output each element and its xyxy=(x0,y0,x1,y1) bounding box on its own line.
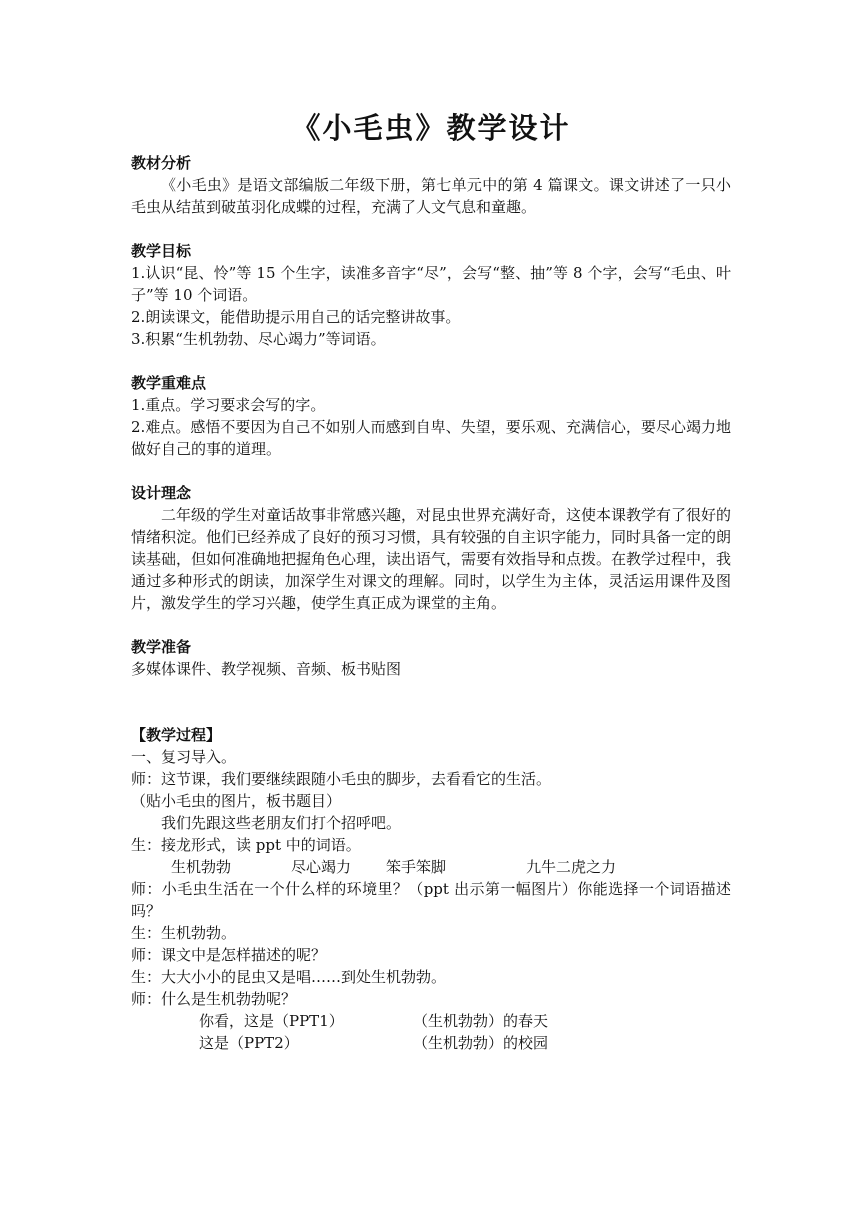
example-row xyxy=(131,1010,731,1032)
example-right: （生机勃勃）的春天 xyxy=(413,1012,549,1030)
process-line: 生：大大小小的昆虫又是唱……到处生机勃勃。 xyxy=(131,968,447,986)
list-item: 3.积累“生机勃勃、尽心竭力”等词语。 xyxy=(131,330,386,348)
word-item: 九牛二虎之力 xyxy=(526,858,617,876)
word-item: 尽心竭力 xyxy=(291,858,352,876)
section-heading: 教学目标 xyxy=(131,242,192,260)
document-title: 《小毛虫》教学设计 xyxy=(291,111,571,145)
process-line: 我们先跟这些老朋友们打个招呼吧。 xyxy=(161,814,402,832)
process-line: 师：小毛虫生活在一个什么样的环境里？（ppt 出示第一幅图片）你能选择一个词语描述吗？ xyxy=(131,880,731,920)
process-line: （贴小毛虫的图片，板书题目） xyxy=(131,792,342,810)
paragraph: 《小毛虫》是语文部编版二年级下册，第七单元中的第 4 篇课文。课文讲述了一只小毛虫从结茧到破茧羽化成蝶的过程，充满了人文气息和童趣。 xyxy=(131,176,731,216)
example-row xyxy=(131,1032,731,1054)
section-heading: 【教学过程】 xyxy=(131,726,222,744)
example-right: （生机勃勃）的校园 xyxy=(413,1034,549,1052)
word-item: 笨手笨脚 xyxy=(386,858,447,876)
process-line: 生：生机勃勃。 xyxy=(131,924,237,942)
word-row xyxy=(131,856,731,878)
section-heading: 教材分析 xyxy=(131,154,192,172)
list-item: 1.认识“昆、怜”等 15 个生字，读准多音字“尽”，会写“整、抽”等 8 个字，会写“毛虫、叶子”等 10 个词语。 xyxy=(131,264,731,304)
document-page xyxy=(131,110,731,1054)
section-heading: 教学重难点 xyxy=(131,374,207,392)
process-line: 师：什么是生机勃勃呢？ xyxy=(131,990,297,1008)
example-left: 这是（PPT2） xyxy=(199,1034,299,1052)
section-heading: 教学准备 xyxy=(131,638,192,656)
example-left: 你看，这是（PPT1） xyxy=(199,1012,344,1030)
process-line: 师：课文中是怎样描述的呢？ xyxy=(131,946,327,964)
list-item: 1.重点。学习要求会写的字。 xyxy=(131,396,326,414)
process-line: 生：接龙形式，读 ppt 中的词语。 xyxy=(131,836,361,854)
paragraph: 二年级的学生对童话故事非常感兴趣，对昆虫世界充满好奇，这使本课教学有了很好的情绪积淀。他们已经养成了良好的预习习惯，具有较强的自主识字能力，同时具备一定的朗读基础，但如何准确地把握角色心理，读出语气，需要有效指导和点拨。在教学过程中，我通过多种形式的朗读，加深学生对课文的理解。同时，以学生为主体，灵活运用课件及图片，激发学生的学习兴趣，使学生真正成为课堂的主角。 xyxy=(131,506,732,612)
process-line: 师：这节课，我们要继续跟随小毛虫的脚步，去看看它的生活。 xyxy=(131,770,552,788)
list-item: 2.难点。感悟不要因为自己不如别人而感到自卑、失望，要乐观、充满信心，要尽心竭力地做好自己的事的道理。 xyxy=(131,418,731,458)
process-line: 一、复习导入。 xyxy=(131,748,237,766)
section-heading: 设计理念 xyxy=(131,484,192,502)
list-item: 2.朗读课文，能借助提示用自己的话完整讲故事。 xyxy=(131,308,461,326)
paragraph: 多媒体课件、教学视频、音频、板书贴图 xyxy=(131,660,402,678)
word-item: 生机勃勃 xyxy=(171,858,232,876)
